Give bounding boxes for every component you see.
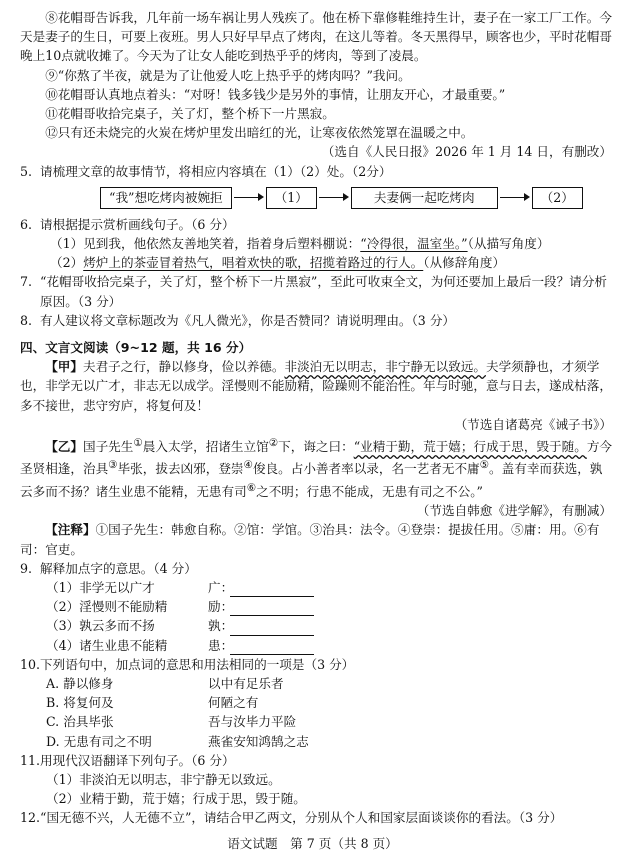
q9-item-3: （3）孰云多而不扬 孰：: [20, 616, 612, 635]
question-12: [20, 808, 612, 827]
arrow-right-icon: [498, 197, 532, 199]
question-text: 解释加点字的意思。（4 分）: [40, 560, 197, 576]
question-text: 请根据提示赏析画线句子。（6 分）: [40, 216, 235, 232]
paragraph-9: ⑨“你熬了半夜，就是为了让他爱人吃上热乎乎的烤肉吗？”我问。: [45, 67, 411, 83]
question-number: 8.: [20, 312, 33, 328]
question-text: 用现代汉语翻译下列句子。（6 分）: [40, 752, 235, 768]
question-text: “花帽哥收拾完桌子，关了灯，整个桥下一片黑寂”，至此可收束全文，为何还要加上最后一段？请分析原因。（3 分）: [40, 274, 608, 309]
flow-box-4: （2）: [532, 187, 583, 209]
flow-box-1: “我”想吃烤肉被婉拒: [100, 187, 232, 209]
question-8: [20, 311, 612, 330]
annotation-notes: 【注释】①国子先生：韩愈自称。②馆：学馆。③治具：法令。④登崇：提拔任用。⑤庸：用。⑥有司：官吏。: [20, 522, 600, 557]
question-number: 6.: [20, 216, 33, 232]
question-text: 请梳理文章的故事情节，将相应内容填在（1）（2）处。（2分）: [40, 163, 392, 179]
question-6-1: （1）见到我，他依然友善地笑着，指着身后塑料棚说：“冷得很，温室坐。”（从描写角度）: [50, 236, 550, 252]
flow-box-2: （1）: [266, 187, 317, 209]
answer-blank[interactable]: [230, 621, 314, 636]
q9-item-1: （1）非学无以广才 广：: [20, 578, 612, 597]
exam-page: [20, 8, 612, 828]
section-4-title: 四、文言文阅读（9~12 题，共 16 分）: [20, 340, 252, 356]
question-number: 7.: [20, 274, 33, 290]
question-9: [20, 559, 612, 578]
story-source: （选自《人民日报》2026 年 1 月 14 日，有删改）: [321, 144, 612, 160]
classical-text-jia: 【甲】夫君子之行，静以修身，俭以养德。非淡泊无以明志，非宁静无以致远。夫学须静也，才须学也，非学无以广才，非志无以成学。淫慢则不能励精，险躁则不能治性。年与时驰，意与日去，遂成枯落，多不接世，悲守穷庐，将复何及！: [20, 359, 612, 413]
question-5: [20, 162, 612, 181]
q10-option-c[interactable]: C. 治具毕张 吾与汝毕力平险: [46, 714, 297, 730]
answer-blank[interactable]: [230, 582, 314, 597]
q10-option-b[interactable]: B. 将复何及 何陋之有: [46, 695, 259, 711]
question-number: 11.: [20, 752, 41, 768]
question-number: 9.: [20, 560, 33, 576]
plot-flowchart: [100, 187, 612, 209]
arrow-right-icon: [317, 197, 351, 199]
question-7: [20, 272, 612, 310]
yi-source: （节选自韩愈《进学解》，有删减）: [416, 503, 612, 519]
paragraph-12: ⑫只有还未烧完的火炭在烤炉里发出暗红的光，让寒夜依然笼罩在温暖之中。: [45, 125, 474, 141]
arrow-right-icon: [232, 197, 266, 199]
question-6: [20, 215, 612, 234]
question-number: 12.: [20, 810, 41, 826]
q10-option-a[interactable]: A. 静以修身 以中有足乐者: [46, 676, 284, 692]
question-text: 有人建议将文章标题改为《凡人微光》，你是否赞同？请说明理由。（3 分）: [40, 312, 456, 328]
answer-blank[interactable]: [230, 601, 314, 616]
paragraph-11: ⑪花帽哥收拾完桌子，关了灯，整个桥下一片黑寂。: [45, 106, 335, 122]
q9-item-2: （2）淫慢则不能励精 励：: [20, 597, 612, 616]
answer-blank[interactable]: [230, 640, 314, 655]
question-11: [20, 751, 612, 770]
question-11-1: （1）非淡泊无以明志，非宁静无以致远。: [46, 772, 281, 788]
classical-text-yi: 【乙】国子先生①晨入太学，招诸生立馆②下，诲之曰：“业精于勤，荒于嬉；行成于思，毁于随。方今圣贤相逢，治具③毕张，拔去凶邪，登崇④俊良。占小善者率以录，名一艺者无不庸⑤。盖有幸而获选，孰云多而不扬？诸生业患不能精，无患有司⑥之不明；行患不能成，无患有司之不公。”: [20, 437, 613, 500]
question-11-2: （2）业精于勤，荒于嬉；行成于思，毁于随。: [46, 791, 306, 807]
paragraph-10: ⑩花帽哥认真地点着头：“对呀！钱多钱少是另外的事情，让朋友开心，才最重要。”: [45, 86, 506, 102]
q9-item-4: （4）诸生业患不能精 患：: [20, 636, 612, 655]
jia-source: （节选自诸葛亮《诫子书》）: [454, 416, 612, 432]
question-6-2: （2）烤炉上的茶壶冒着热气，唱着欢快的歌，招揽着路过的行人。（从修辞角度）: [50, 255, 506, 271]
question-10: [20, 655, 612, 674]
page-footer: 语文试题 第 7 页（共 8 页）: [227, 836, 398, 851]
q10-option-d[interactable]: D. 无患有司之不明 燕雀安知鸿鹄之志: [46, 733, 309, 749]
question-number: 5.: [20, 163, 33, 179]
flow-box-3: 夫妻俩一起吃烤肉: [351, 187, 498, 209]
question-text: 下列语句中，加点词的意思和用法相同的一项是（3 分）: [40, 656, 355, 672]
question-text: “国无德不兴，人无德不立”，请结合甲乙两文，分别从个人和国家层面谈谈你的看法。（3 分）: [40, 810, 563, 826]
question-number: 10.: [20, 656, 41, 672]
paragraph-8: ⑧花帽哥告诉我，几年前一场车祸让男人残疾了。他在桥下靠修鞋维持生计，妻子在一家工厂工作。今天是妻子的生日，可要上夜班。男人只好早早点了烤肉，在这儿等着。冬天黑得早，顾客也少，平时花帽哥晚上10点就收摊了。今天为了让女人能吃到热乎乎的烤肉，等到了凌晨。: [20, 10, 612, 64]
